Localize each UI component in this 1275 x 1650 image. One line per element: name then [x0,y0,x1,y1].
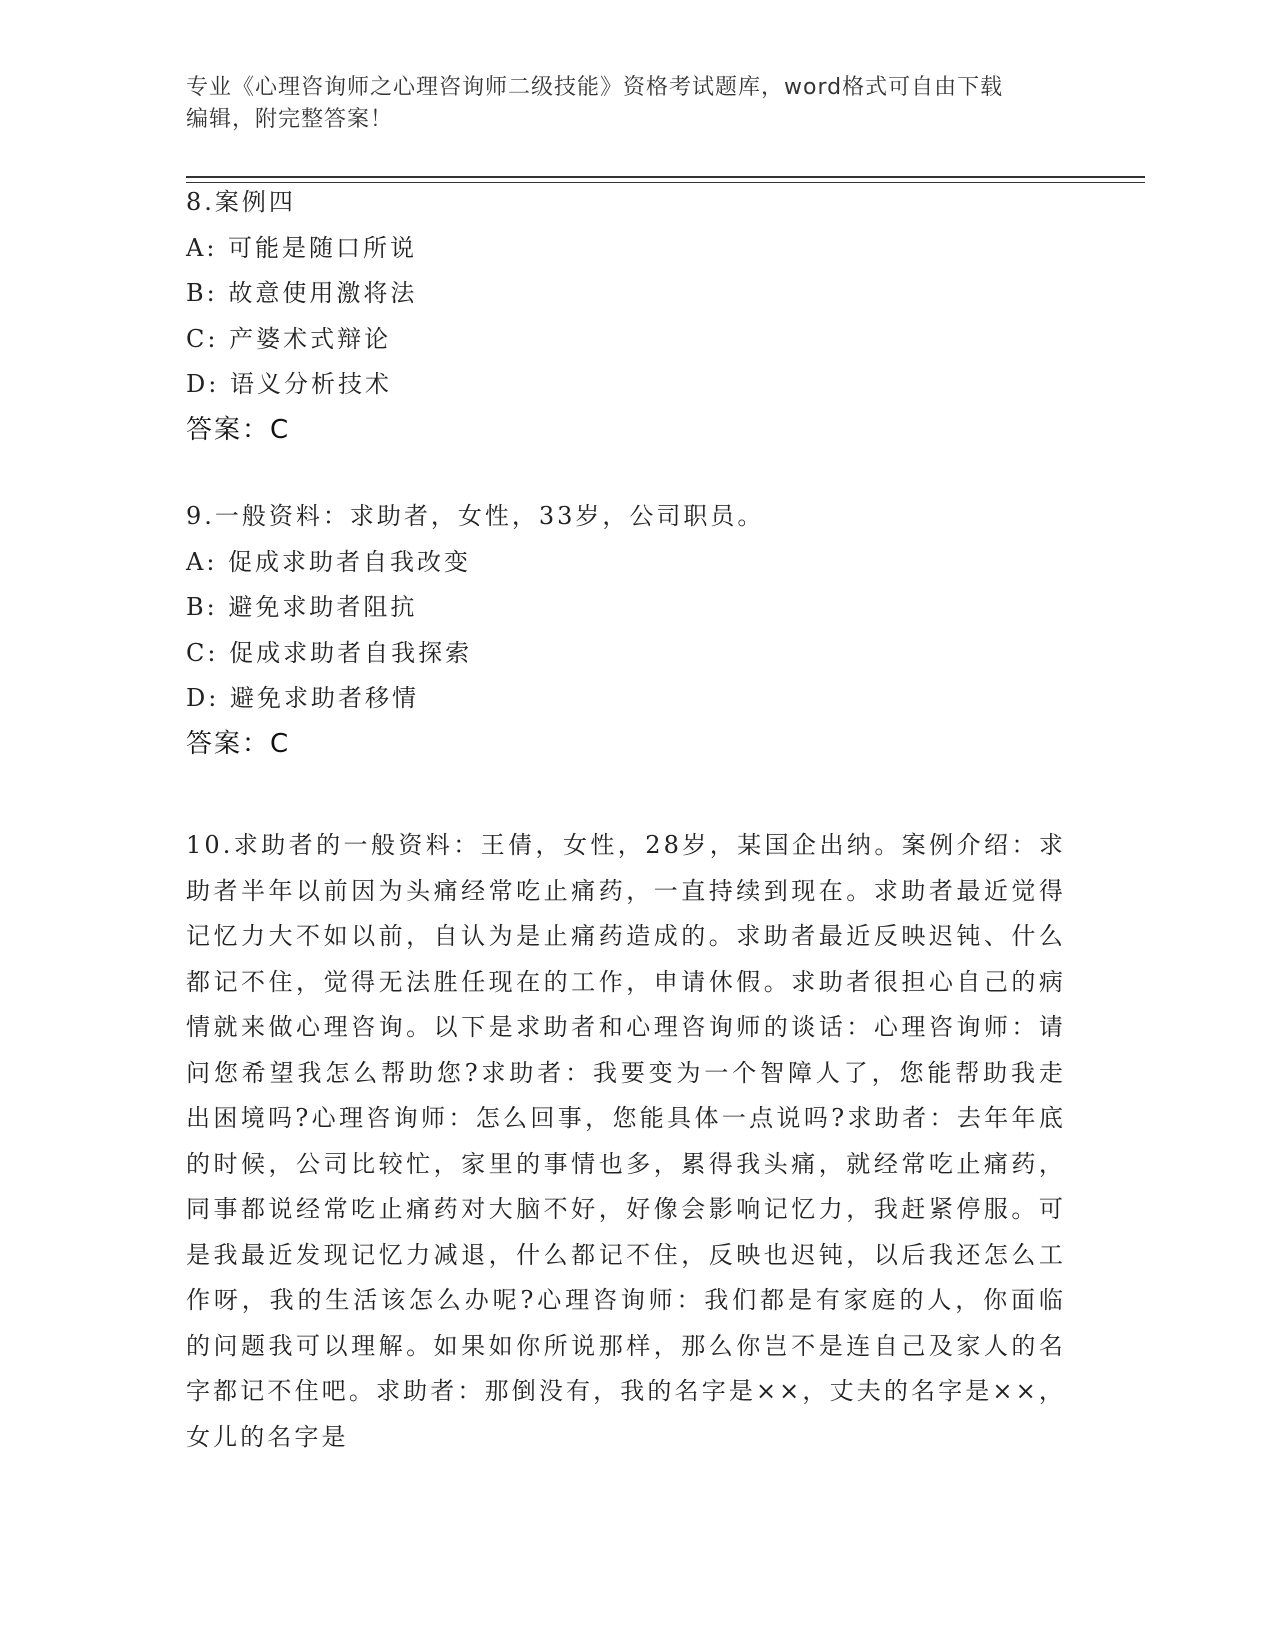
option-d: D: 语义分析技术 [186,370,392,398]
answer-label: 答案：C [186,414,291,445]
option-c: C: 促成求助者自我探索 [186,638,473,667]
option-c: C: 产婆术式辩论 [186,324,392,353]
question-9 [186,494,1066,767]
header-line-1: 专业《心理咨询师之心理咨询师二级技能》资格考试题库，word格式可自由下载 [186,75,1004,100]
option-b: B: 避免求助者阻抗 [186,593,418,621]
option-a: A: 促成求助者自我改变 [186,547,472,576]
question-stem: 8.案例四 [186,188,296,216]
header-line-2: 编辑，附完整答案！ [186,107,394,132]
question-stem: 9.一般资料：求助者，女性，33岁，公司职员。 [186,502,765,530]
question-8 [186,180,1066,453]
header-divider-thick [186,176,1145,178]
question-10-text: 10.求助者的一般资料：王倩，女性，28岁，某国企出纳。案例介绍：求助者半年以前因为头痛经常吃止痛药，一直持续到现在。求助者最近觉得记忆力大不如以前，自认为是止痛药造成的。求助者最近反映迟钝、什么都记不住，觉得无法胜任现在的工作，申请休假。求助者很担心自己的病情就来做心理咨询。以下是求助者和心理咨询师的谈话：心理咨询师：请问您希望我怎么帮助您?求助者：我要变为一个智障人了，您能帮助我走出困境吗?心理咨询师：怎么回事，您能具体一点说吗?求助者：去年年底的时候，公司比较忙，家里的事情也多，累得我头痛，就经常吃止痛药，同事都说经常吃止痛药对大脑不好，好像会影响记忆力，我赶紧停服。可是我最近发现记忆力减退，什么都记不住，反映也迟钝，以后我还怎么工作呀，我的生活该怎么办呢?心理咨询师：我们都是有家庭的人，你面临的问题我可以理解。如果如你所说那样，那么你岂不是连自己及家人的名字都记不住吧。求助者：那倒没有，我的名字是××，丈夫的名字是××，女儿的名字是 [186,831,1066,1451]
option-a: A: 可能是随口所说 [186,233,418,262]
document-header [186,72,1066,136]
option-b: B: 故意使用激将法 [186,279,418,307]
option-d: D: 避免求助者移情 [186,684,419,712]
answer-label: 答案：C [186,728,291,759]
